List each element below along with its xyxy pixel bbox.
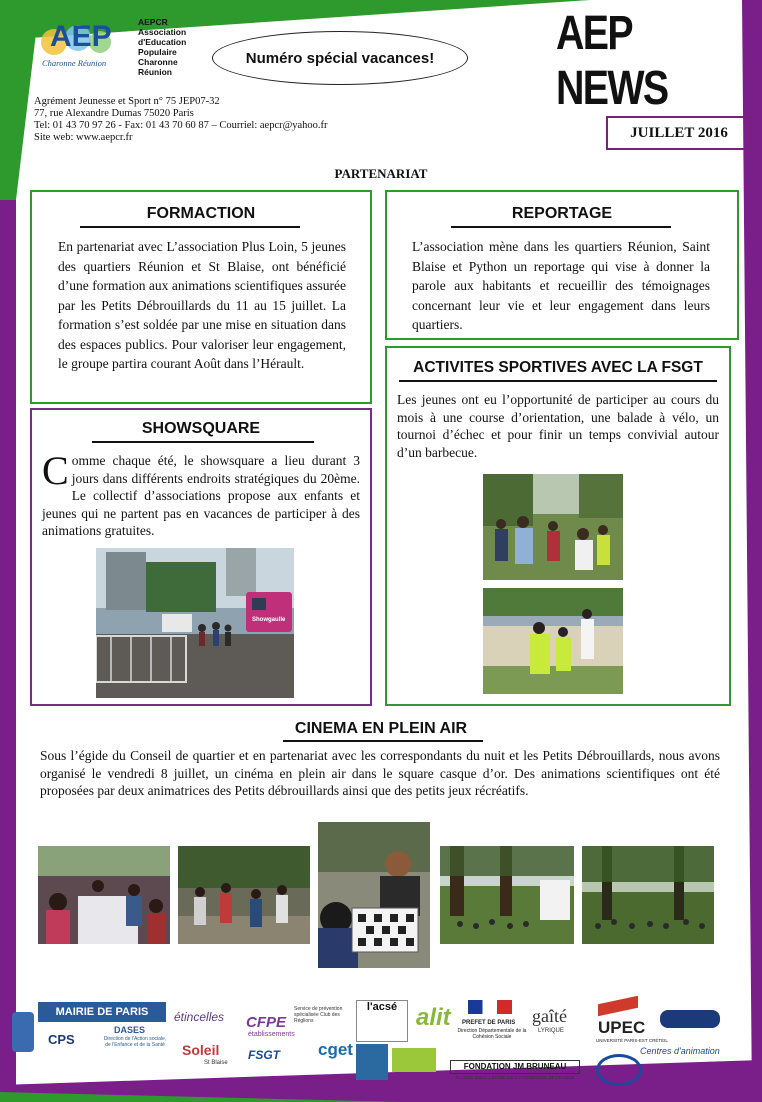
cfpe-subtitle: établissements	[248, 1031, 295, 1038]
sport-title: ACTIVITES SPORTIVES AVEC LA FSGT	[413, 359, 703, 376]
title-underline	[80, 226, 300, 228]
special-issue-oval: Numéro spécial vacances!	[212, 31, 468, 85]
logo-subtitle: Charonne Réunion	[42, 58, 107, 68]
title-underline	[283, 740, 483, 742]
fondation-subtitle: PLACÉE SOUS L'ÉGIDE DE LA FONDATION DE FRANCE	[455, 1075, 575, 1080]
soleil-logo: Soleil	[182, 1042, 220, 1058]
contact-line: Site web: www.aepcr.fr	[34, 132, 133, 143]
section-title: PARTENARIAT	[334, 166, 428, 181]
gaite-logo: gaîté	[532, 1006, 567, 1026]
acse-logo: l'acsé	[356, 1000, 408, 1042]
cinema-photo-2	[178, 846, 310, 944]
republique-logo	[468, 1000, 512, 1014]
fondation-logo: FONDATION JM.BRUNEAU	[450, 1060, 580, 1074]
truck-label: Showgaulle	[252, 617, 286, 623]
upec-logo: UPEC	[598, 1018, 646, 1037]
org-line: Populaire	[138, 47, 177, 57]
round-logo	[596, 1054, 642, 1086]
reportage-title: REPORTAGE	[511, 205, 613, 222]
sport-box	[385, 346, 731, 706]
cget-logo: cget	[318, 1040, 353, 1059]
contact-line: Tel: 01 43 70 97 26 - Fax: 01 43 70 60 87 – Courriel: aepcr@yahoo.fr	[34, 120, 328, 131]
upec-mark	[598, 996, 638, 1017]
showsquare-text-block	[42, 448, 360, 540]
org-line: Charonne	[138, 57, 178, 67]
org-line: Réunion	[138, 67, 172, 77]
title-underline	[92, 441, 314, 443]
title-underline	[399, 380, 717, 382]
showsquare-box	[30, 408, 372, 706]
centres-logo: Centres d'animation	[640, 1046, 720, 1056]
cfpe-logo: CFPE	[246, 1014, 287, 1031]
gaite-subtitle: LYRIQUE	[538, 1028, 564, 1034]
aep-logo	[38, 18, 122, 70]
alit-logo: alit	[416, 1004, 451, 1031]
charonne-logo	[356, 1044, 388, 1080]
cps-logo: CPS	[48, 1032, 75, 1047]
cinema-text: Sous l’égide du Conseil de quartier et en partenariat avec les correspondants du nuit et les Petits Débrouillards, nous avons organisé le vendredi 8 juillet, un cinéma en plein air dans le square casque d’or. Des animations scientifiques ont été proposées par deux animatrices des Petits débrouillards ainsi que des petits jeux récréatifs.	[40, 748, 720, 798]
formaction-box	[30, 190, 372, 404]
cinema-title: CINEMA EN PLEIN AIR	[294, 720, 468, 737]
sport-text: Les jeunes ont eu l’opportunité de participer au cours du mois à une course d’orientation, une balade à vélo, un tournoi d’échec et pour finir un temps convivial autour d’un barbecue.	[397, 392, 719, 460]
org-line: Association	[138, 27, 187, 37]
showsquare-photo	[96, 548, 294, 698]
cinema-photo-4	[582, 846, 714, 944]
sport-photo-group	[483, 474, 623, 580]
contact-line: 77, rue Alexandre Dumas 75020 Paris	[34, 108, 194, 119]
dropcap-letter: C	[42, 448, 69, 493]
soleil-subtitle: St Blaise	[204, 1060, 228, 1066]
cinema-photo-1	[38, 846, 170, 944]
club-logo: Service de prévention spécialisée Club des Réglions	[294, 1006, 343, 1024]
organization-name	[138, 17, 186, 77]
fsgt-logo: FSGT	[248, 1048, 280, 1062]
cinema-photo-3	[440, 846, 574, 944]
prefet-text: PREFET DE PARIS	[462, 1020, 516, 1026]
org-line: AEPCR	[138, 17, 168, 27]
dases-logo: DASES	[114, 1025, 146, 1035]
ppe-logo	[12, 1012, 34, 1052]
showsquare-text: omme chaque été, le showsquare a lieu durant 3 jours dans différents endroits stratégiques du 20ème. Le collectif d’associations propose aux enfants et jeunes qui ne partent pas en vacances de participer à des animations gratuites.	[42, 453, 360, 538]
sport-photo-river	[483, 588, 623, 694]
cinema-photo-chess	[318, 822, 430, 968]
org-line: d'Education	[138, 37, 187, 47]
etincelles-logo: étincelles	[174, 1010, 225, 1024]
dases-subtitle: Direction de l'Action sociale, de l'Enfance et de la Santé	[103, 1036, 167, 1048]
prefet-subtitle: Direction Départementale de la Cohésion Sociale	[457, 1028, 527, 1040]
formaction-title: FORMACTION	[146, 205, 256, 222]
contact-info	[34, 96, 328, 144]
mairie-logo: MAIRIE DE PARIS	[38, 1002, 166, 1022]
logo-text: AEP	[50, 20, 112, 53]
green-logo	[392, 1048, 436, 1072]
formaction-text: En partenariat avec L’association Plus Loin, 5 jeunes des quartiers Réunion et St Blaise, ont bénéficié d’une formation aux animations scientifiques assurée par les Petits Débrouillards du 11 au 15 juillet. La formation s’est soldée par une mise en situation dans des espaces publics. Pour valoriser leur engagement, le groupe partira courant Août dans l’Hérault.	[58, 239, 346, 371]
contact-line: Agrément Jeunesse et Sport n° 75 JEP07-32	[34, 96, 220, 107]
reportage-box	[385, 190, 739, 340]
showsquare-title: SHOWSQUARE	[141, 420, 261, 437]
title-underline	[451, 226, 671, 228]
sponsor-logos	[12, 998, 724, 1090]
upec-subtitle: UNIVERSITÉ PARIS-EST CRÉTEIL	[596, 1038, 668, 1043]
dark-logo	[660, 1010, 720, 1028]
issue-date: JUILLET 2016	[606, 116, 752, 150]
masthead-title: AEP NEWS	[556, 7, 668, 115]
reportage-text: L’association mène dans les quartiers Réunion, Saint Blaise et Python un reportage qui vise à donner la parole aux habitants et recueillir des témoignages concernant leur vie et leur engagement dans leurs quartiers.	[412, 239, 710, 332]
